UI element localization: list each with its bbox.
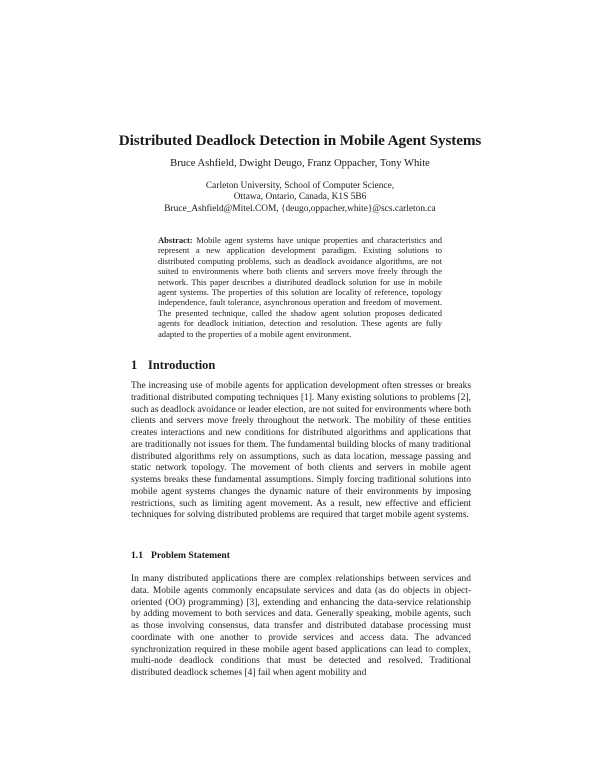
abstract <box>158 235 442 339</box>
affiliation-emails: Bruce_Ashfield@Mitel.COM, {deugo,oppacher,white}@scs.carleton.ca <box>164 203 436 214</box>
introduction-paragraph: The increasing use of mobile agents for application development often stresses or breaks traditional distributed computing techniques [1]. Many existing solutions to problems [2], such as deadlock avoidance or leader election, are not suited for environments where both clients and servers move freely throughout the network. The mobility of these entities creates interactions and new conditions for distributed algorithms and applications that are traditionally not issues for them. The fundamental building blocks of many traditional distributed algorithms rely on assumptions, such as data location, message passing and static network topology. The movement of both clients and servers in mobile agent systems breaks these fundamental assumptions. Simply forcing traditional solutions into mobile agent systems changes the dynamic nature of their environments by imposing restrictions, such as limiting agent movement. As a result, new effective and efficient techniques for solving distributed problems are required that target mobile agent systems. <box>131 381 471 521</box>
subsection-number: 1.1 <box>131 550 143 561</box>
section-title: Introduction <box>148 358 216 372</box>
subsection-heading-problem-statement <box>131 550 230 562</box>
abstract-text: Mobile agent systems have unique properties and characteristics and represent a new application development paradigm. Existing solutions to distributed computing problems, such as deadlock avoidance algorithms, are not suited to environments where both clients and servers move freely through the network. This paper describes a distributed deadlock solution for use in mobile agent systems. The properties of this solution are locality of reference, topology independence, fault tolerance, asynchronous operation and freedom of movement. The presented technique, called the shadow agent solution proposes dedicated agents for deadlock initiation, detection and resolution. These agents are fully adapted to the properties of a mobile agent environment. <box>158 235 442 339</box>
abstract-label: Abstract: <box>158 235 193 245</box>
subsection-title: Problem Statement <box>151 550 230 561</box>
affiliation-block <box>0 181 600 215</box>
affiliation-line: Carleton University, School of Computer Science, <box>205 181 395 191</box>
problem-statement-paragraph: In many distributed applications there are complex relationships between services and data. Mobile agents commonly encapsulate services and data (as do objects in object-oriented (OO) programming) [3], extending and enhancing the data-service relationship by adding movement to both services and data. Generally speaking, mobile agents, such as those involving consensus, data transfer and distributed database processing must coordinate with one another to provide services and access data. The advanced synchronization required in these mobile agent based applications can lead to complex, multi-node deadlock conditions that must be detected and resolved. Traditional distributed deadlock schemes [4] fail when agent mobility and <box>131 574 471 678</box>
section-heading-introduction <box>131 357 215 373</box>
author-list: Bruce Ashfield, Dwight Deugo, Franz Oppacher, Tony White <box>170 158 430 169</box>
section-number: 1 <box>131 358 138 372</box>
affiliation-line: Ottawa, Ontario, Canada, K1S 5B6 <box>233 192 367 203</box>
paper-title: Distributed Deadlock Detection in Mobile Agent Systems <box>118 132 482 149</box>
